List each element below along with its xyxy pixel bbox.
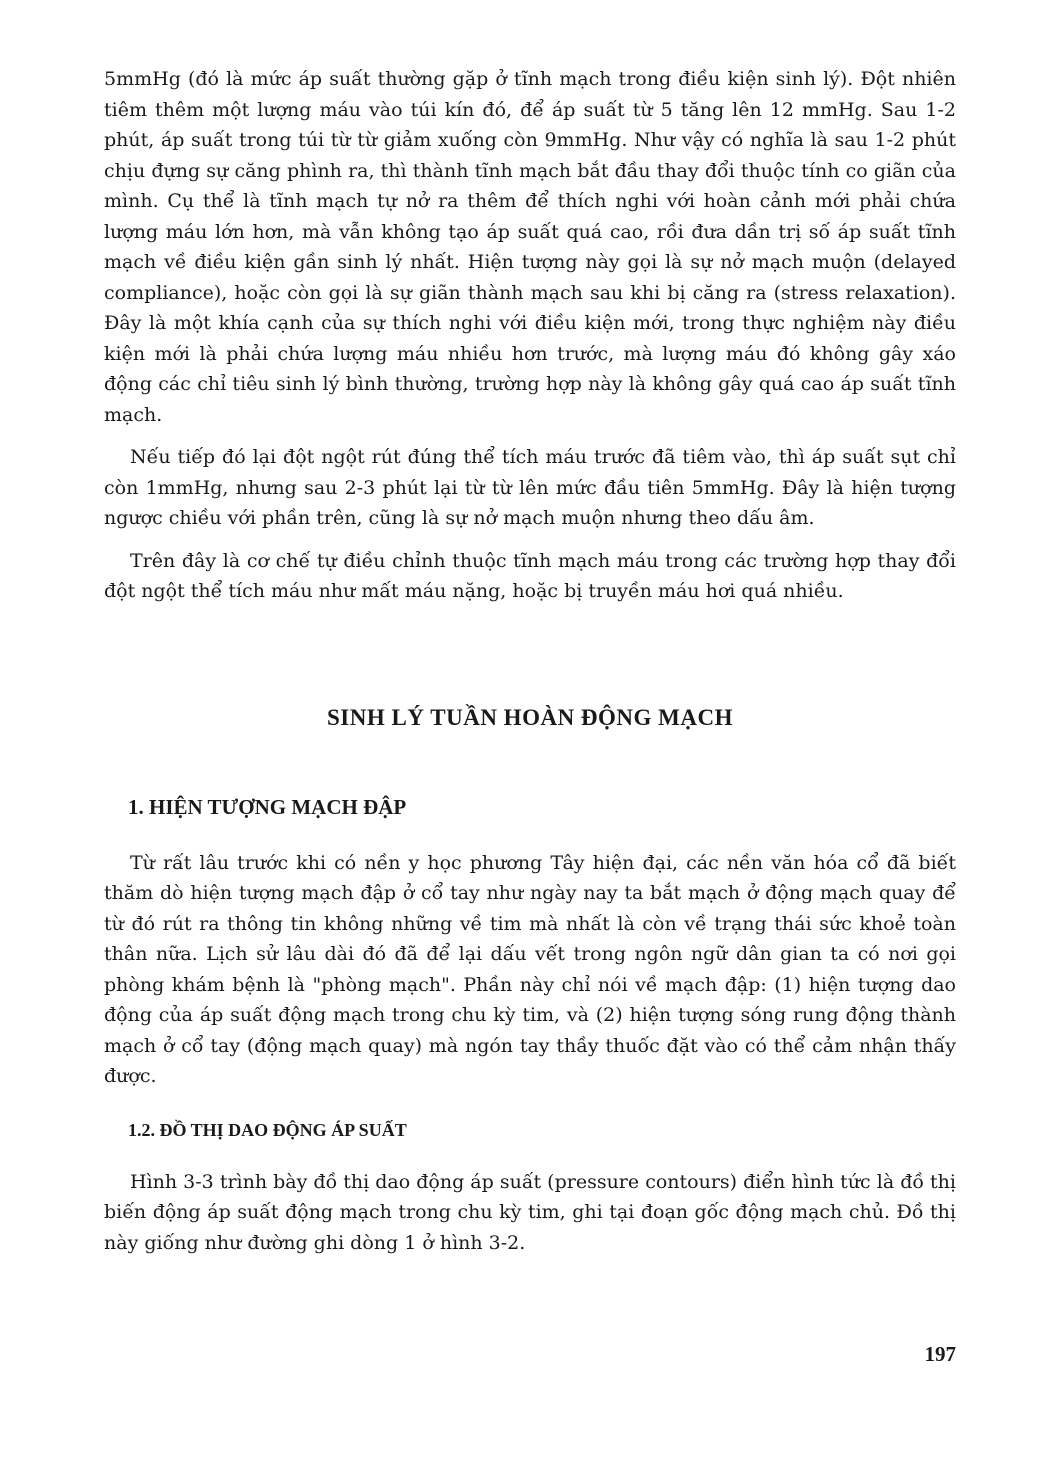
subsection-heading-pressure-graph: 1.2. ĐỒ THỊ DAO ĐỘNG ÁP SUẤT [128,1119,407,1140]
page-body [104,64,956,1258]
chapter-title: SINH LÝ TUẦN HOÀN ĐỘNG MẠCH [326,704,734,730]
paragraph-delayed-compliance: 5mmHg (đó là mức áp suất thường gặp ở tĩnh mạch trong điều kiện sinh lý). Đột nhiên tiêm thêm một lượng máu vào túi kín đó, để áp suất từ 5 tăng lên 12 mmHg. Sau 1-2 phút, áp suất trong túi từ từ giảm xuống còn 9mmHg. Như vậy có nghĩa là sau 1-2 phút chịu đựng sự căng phình ra, thì thành tĩnh mạch bắt đầu thay đổi thuộc tính co giãn của mình. Cụ thể là tĩnh mạch tự nở ra thêm để thích nghi với hoàn cảnh mới phải chứa lượng máu lớn hơn, mà vẫn không tạo áp suất quá cao, rồi đưa dần trị số áp suất tĩnh mạch về điều kiện gần sinh lý nhất. Hiện tượng này gọi là sự nở mạch muộn (delayed compliance), hoặc còn gọi là sự giãn thành mạch sau khi bị căng ra (stress relaxation). Đây là một khía cạnh của sự thích nghi với điều kiện mới, trong thực nghiệm này điều kiện mới là phải chứa lượng máu nhiều hơn trước, mà lượng máu đó không gây xáo động các chỉ tiêu sinh lý bình thường, trường hợp này là không gây quá cao áp suất tĩnh mạch. [104,68,956,426]
paragraph-pulse-history: Từ rất lâu trước khi có nền y học phương Tây hiện đại, các nền văn hóa cổ đã biết thăm dò hiện tượng mạch đập ở cổ tay như ngày nay ta bắt mạch ở động mạch quay để từ đó rút ra thông tin không những về tim mà nhất là còn về trạng thái sức khoẻ toàn thân nữa. Lịch sử lâu dài đó đã để lại dấu vết trong ngôn ngữ dân gian ta có nơi gọi phòng khám bệnh là "phòng mạch". Phần này chỉ nói về mạch đập: (1) hiện tượng dao động của áp suất động mạch trong chu kỳ tim, và (2) hiện tượng sóng rung động thành mạch ở cổ tay (động mạch quay) mà ngón tay thầy thuốc đặt vào có thể cảm nhận thấy được. [104,851,956,1087]
paragraph-negative-compliance: Nếu tiếp đó lại đột ngột rút đúng thể tích máu trước đã tiêm vào, thì áp suất sụt chỉ còn 1mmHg, nhưng sau 2-3 phút lại từ từ lên mức đầu tiên 5mmHg. Đây là hiện tượng ngược chiều với phần trên, cũng là sự nở mạch muộn nhưng theo dấu âm. [104,446,956,529]
section-heading-pulse: 1. HIỆN TƯỢNG MẠCH ĐẬP [128,794,407,819]
paragraph-pressure-contours: Hình 3-3 trình bày đồ thị dao động áp suất (pressure contours) điển hình tức là đồ thị biến động áp suất động mạch trong chu kỳ tim, ghi tại đoạn gốc động mạch chủ. Đồ thị này giống như đường ghi dòng 1 ở hình 3-2. [104,1170,956,1254]
paragraph-mechanism-summary: Trên đây là cơ chế tự điều chỉnh thuộc tĩnh mạch máu trong các trường hợp thay đổi đột ngột thể tích máu như mất máu nặng, hoặc bị truyền máu hơi quá nhiều. [104,549,956,602]
page-number: 197 [924,1342,956,1366]
